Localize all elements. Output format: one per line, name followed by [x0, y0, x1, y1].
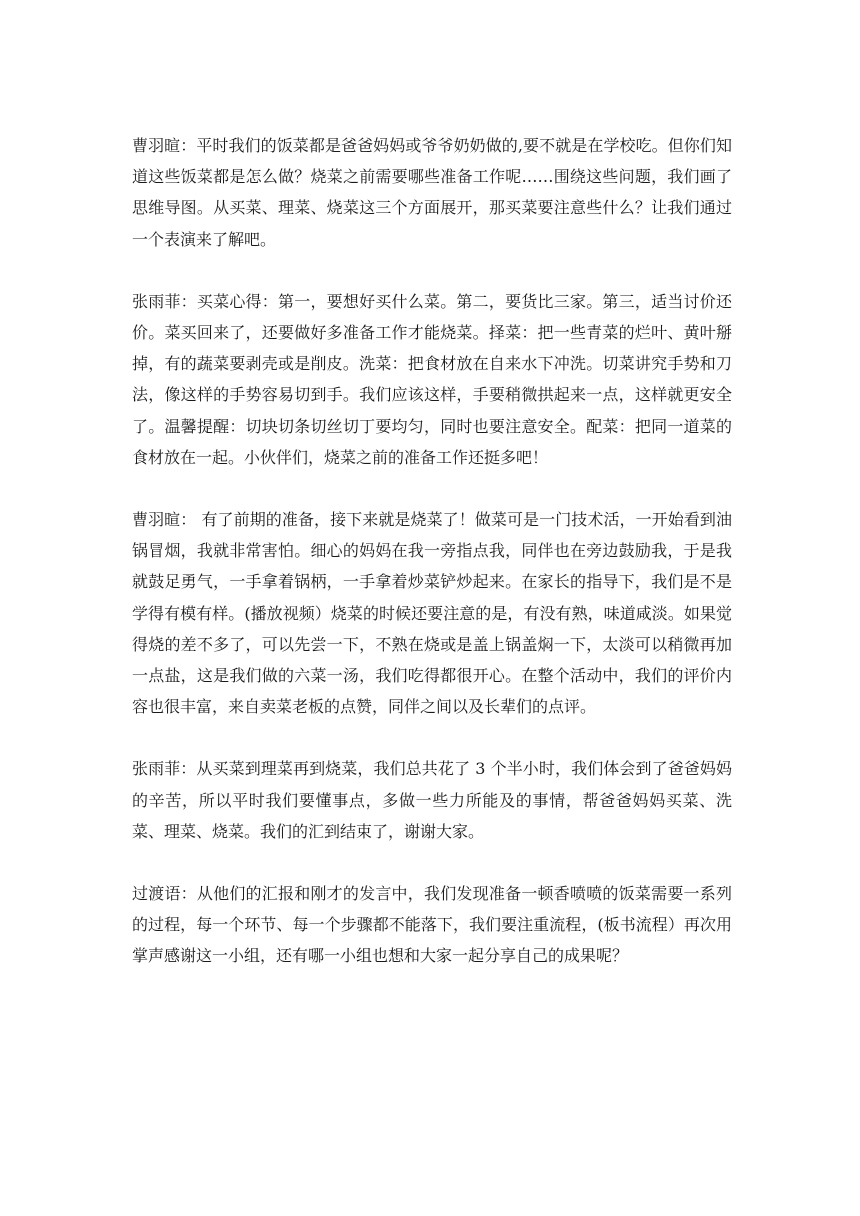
paragraph-zhang-buying: 张雨菲：买菜心得：第一，要想好买什么菜。第二，要货比三家。第三，适当讨价还价。菜买回来了，还要做好多准备工作才能烧菜。择菜：把一些青菜的烂叶、黄叶掰掉，有的蔬菜要剥壳或是削皮。洗菜：把食材放在自来水下冲洗。切菜讲究手势和刀法，像这样的手势容易切到手。我们应该这样，手要稍微拱起来一点，这样就更安全了。温馨提醒：切块切条切丝切丁要均匀，同时也要注意安全。配菜：把同一道菜的食材放在一起。小伙伴们，烧菜之前的准备工作还挺多吧！ [132, 291, 732, 467]
document-page [132, 130, 732, 1003]
paragraph-zhang-summary: 张雨菲：从买菜到理菜再到烧菜，我们总共花了 3 个半小时，我们体会到了爸爸妈妈的辛苦，所以平时我们要懂事点，多做一些力所能及的事情，帮爸爸妈妈买菜、洗菜、理菜、烧菜。我们的汇到结束了，谢谢大家。 [132, 759, 732, 841]
paragraph-cao-intro: 曹羽暄：平时我们的饭菜都是爸爸妈妈或爷爷奶奶做的,要不就是在学校吃。但你们知道这些饭菜都是怎么做？烧菜之前需要哪些准备工作呢……围绕这些问题，我们画了思维导图。从买菜、理菜、烧菜这三个方面展开，那买菜要注意些什么？让我们通过一个表演来了解吧。 [132, 136, 732, 249]
paragraph-transition: 过渡语：从他们的汇报和刚才的发言中，我们发现准备一顿香喷喷的饭菜需要一系列的过程，每一个环节、每一个步骤都不能落下，我们要注重流程，(板书流程）再次用掌声感谢这一小组，还有哪一小组也想和大家一起分享自己的成果呢？ [132, 884, 732, 966]
paragraph-cao-cooking: 曹羽暄： 有了前期的准备，接下来就是烧菜了！做菜可是一门技术活，一开始看到油锅冒烟，我就非常害怕。细心的妈妈在我一旁指点我，同伴也在旁边鼓励我，于是我就鼓足勇气，一手拿着锅柄，一手拿着炒菜铲炒起来。在家长的指导下，我们是不是学得有模有样。(播放视频）烧菜的时候还要注意的是，有没有熟，味道咸淡。如果觉得烧的差不多了，可以先尝一下，不熟在烧或是盖上锅盖焖一下，太淡可以稍微再加一点盐，这是我们做的六菜一汤，我们吃得都很开心。在整个活动中，我们的评价内容也很丰富，来自卖菜老板的点赞，同伴之间以及长辈们的点评。 [132, 510, 732, 717]
